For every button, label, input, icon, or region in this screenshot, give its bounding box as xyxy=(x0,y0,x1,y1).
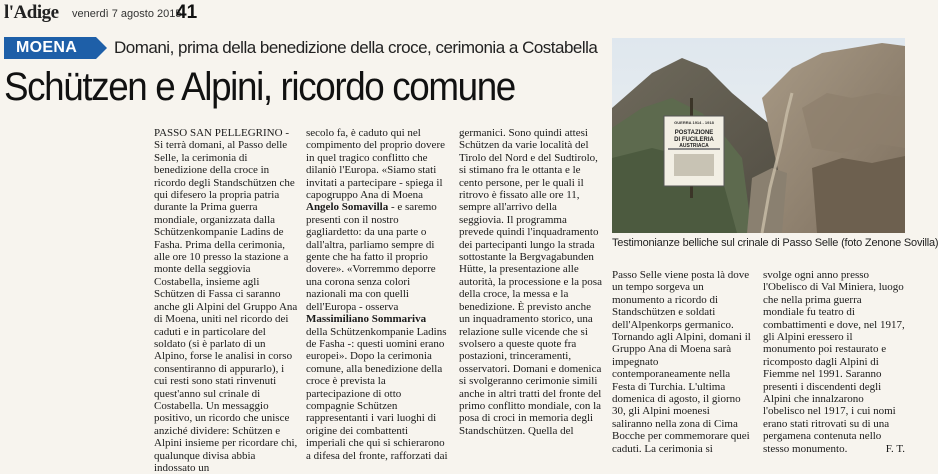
article-column-3: germanici. Sono quindi attesi Schützen da varie località del Tirolo del Nord e del Sudtirolo, si stimano fra le ottanta e le cento persone, per le quali il ritrovo è fissato alle ore 11, sempre all'arrivo della seggiovia. Il programma prevede quindi l'inquadramento dei partecipanti lungo la strada sottostante la Bergvagabunden Hütte, la presentazione alle autorità, la processione e la posa della croce, la messa e la benedizione. È previsto anche un inquadramento storico, una relazione sulle vicende che si svolsero a queste quote fra postazioni, trinceramenti, osservatori. Domani e domenica si svolgeranno cerimonie simili anche in altri tratti del fronte del primo conflitto mondiale, con la posa di croci in memoria degli Standschützen. Quella del xyxy=(459,127,602,437)
section-kicker xyxy=(4,37,604,61)
masthead xyxy=(4,2,604,24)
newspaper-logo: l'Adige xyxy=(4,2,59,23)
issue-date: venerdì 7 agosto 2015 xyxy=(72,8,182,20)
sign-line-1: POSTAZIONE xyxy=(674,130,714,136)
column-5-text: svolge ogni anno presso l'Obelisco di Val Miniera, luogo che nella prima guerra mondiale fu teatro di combattimenti e dove, nel 1917, gli Alpini eressero il monumento poi restaurato e ricomposto dagli Alpini di Fiemme nel 1991. Saranno presenti i discendenti degli Alpini che innalzarono l'obelisco nel 1917, i cui nomi erano stati ritrovati su di una pergamena contenuta nello stesso monumento. xyxy=(763,269,905,455)
place-label: MOENA xyxy=(16,39,78,56)
column-2-text-b: - e saremo presenti con il nostro gagliardetto: da una parte o dall'altra, parliamo sempre di gente che ha fatto il proprio dovere». «Vorremmo deporre una corona senza colori nazionali ma con quelli dell'Europa - osserva xyxy=(306,201,437,313)
column-2-text-c: della Schützenkompanie Ladins de Fasha -: questi uomini erano europei». Dopo la cerimonia comune, alla benedizione della croce è prevista la partecipazione di otto compagnie Schützen rappresentanti i vari luoghi di origine dei combattenti imperiali che qui si schierarono a difesa del fronte, rafforzati dai xyxy=(306,325,448,462)
mountain-ridge-photo xyxy=(612,38,905,233)
article-headline: Schützen e Alpini, ricordo comune xyxy=(4,65,515,109)
author-signature: F. T. xyxy=(885,442,905,455)
war-memorial-sign xyxy=(664,116,724,186)
article-subtitle: Domani, prima della benedizione della croce, cerimonia a Costabella xyxy=(114,38,598,57)
sign-heading: GUERRA 1914 - 1918 xyxy=(674,120,714,125)
article-column-1: PASSO SAN PELLEGRINO - Si terrà domani, al Passo delle Selle, la cerimonia di benedizione della croce in ricordo degli Standschützen che qui difesero la propria patria durante la Prima guerra mondiale, organizzata dalla Schützenkompanie Ladins de Fasha. Prima della cerimonia, alle ore 10 presso la stazione a monte della seggiovia Costabella, insieme agli Schützen di Fassa ci saranno anche gli Alpini del Gruppo Ana di Moena, uniti nel ricordo dei caduti e in particolare del soldato (si è parlato di un Alpino, forse le analisi in corso consentiranno di appurarlo), i cui resti sono stati rinvenuti quest'anno sul crinale di Costabella. Un messaggio positivo, un ricordo che unisce anziché dividere: Schützen e Alpini insieme per ricordare chi, qualunque divisa abbia indossato un xyxy=(154,127,298,474)
photo-caption: Testimonianze belliche sul crinale di Passo Selle (foto Zenone Sovilla) xyxy=(612,237,938,249)
place-label-box xyxy=(4,37,96,59)
article-column-4: Passo Selle viene posta là dove un tempo sorgeva un monumento a ricordo di Standschützen e soldati dell'Alpenkorps germanico. Tornando agli Alpini, domani il Gruppo Ana di Moena sarà impegnato contemporaneamente nella Festa di Turchia. L'ultima domenica di agosto, il giorno 30, gli Alpini moenesi saliranno nella zona di Cima Bocche per commemorare quei caduti. La cerimonia si xyxy=(612,269,751,455)
column-2-text-a: secolo fa, è caduto qui nel compimento del proprio dovere in quel tragico conflitto che dilaniò l'Europa. «Siamo stati invitati a partecipare - spiega il capogruppo Ana di Moena xyxy=(306,127,445,202)
article-column-2 xyxy=(306,127,450,462)
quoted-person-somavilla: Angelo Somavilla xyxy=(306,201,389,214)
sign-line-3: AUSTRIACA xyxy=(679,143,709,149)
article-column-5 xyxy=(763,269,905,455)
article-photo xyxy=(612,38,905,233)
page-number: 41 xyxy=(176,2,198,23)
quoted-person-sommariva: Massimiliano Sommariva xyxy=(306,313,427,326)
sign-line-2: DI FUCILERIA xyxy=(674,137,714,143)
